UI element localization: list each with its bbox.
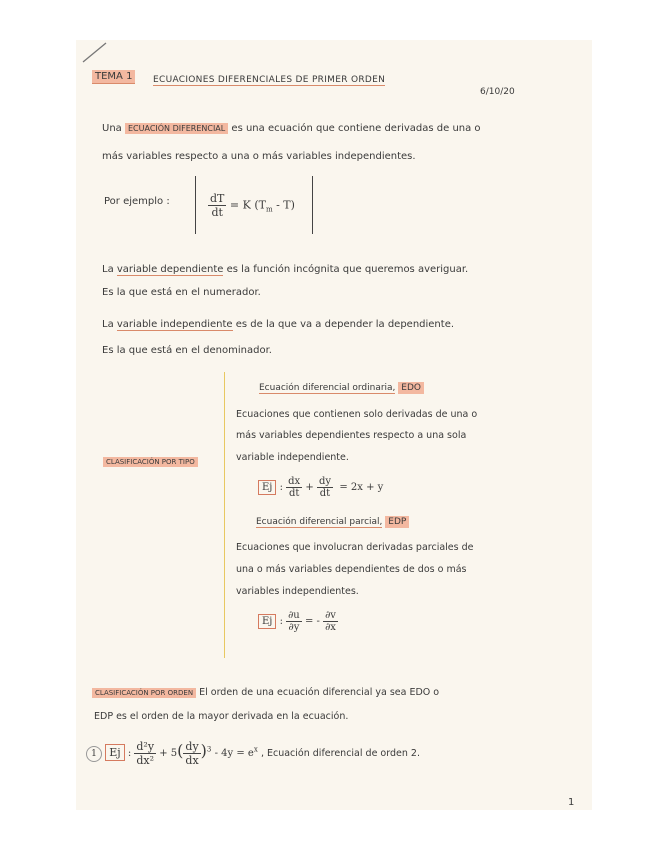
independent-line-2: Es la que está en el denominador. — [102, 345, 272, 356]
page-number: 1 — [568, 797, 575, 808]
orden-line-2: EDP es el orden de la mayor derivada en la ecuación. — [94, 711, 349, 722]
edp-title: Ecuación diferencial parcial, EDP — [256, 518, 409, 527]
classification-divider — [224, 372, 225, 658]
edp-line-3: variables independientes. — [236, 586, 359, 597]
orden-line-1: CLASIFICACIÓN POR ORDEN El orden de una ecuación diferencial ya sea EDO o — [92, 688, 439, 698]
definition-line-2: más variables respecto a una o más variables independientes. — [102, 151, 416, 162]
dependent-line-2: Es la que está en el numerador. — [102, 287, 261, 298]
orden-example-equation: 1 Ej : $\frac{\text{d²y}}{\text{dx²}}$ + 5( $\frac{dy}{dx}$ )$^3 - 4y = e^x$ , Ecuación diferencial de orden 2. — [86, 740, 420, 767]
page-title: ECUACIONES DIFERENCIALES DE PRIMER ORDEN — [153, 75, 386, 85]
edo-title: Ecuación diferencial ordinaria, EDO — [259, 384, 424, 393]
tipo-label: CLASIFICACIÓN POR TIPO — [103, 459, 198, 466]
topic-label: TEMA 1 — [92, 72, 135, 82]
date: 6/10/20 — [480, 87, 515, 97]
edp-example-equation: Ej : $\frac{\partial u}{\partial y}$ = - $\frac{\partial v}{\partial x}$ — [258, 610, 338, 633]
edo-line-2: más variables dependientes respecto a una sola — [236, 430, 467, 441]
example-number-badge: 1 — [86, 746, 102, 762]
example-label: Por ejemplo : — [104, 196, 170, 207]
independent-line-1: La variable independiente es de la que va a depender la dependiente. — [102, 319, 455, 330]
dependent-line-1: La variable dependiente es la función incógnita que queremos averiguar. — [102, 264, 469, 275]
edo-line-3: variable independiente. — [236, 452, 349, 463]
edo-example-equation: Ej : $\frac{dx}{dt}$ + $\frac{dy}{dt}$ = 2x + y — [258, 476, 383, 499]
edo-line-1: Ecuaciones que contienen solo derivadas de una o — [236, 409, 478, 420]
definition-line-1: Una ECUACIÓN DIFERENCIAL es una ecuación que contiene derivadas de una o — [102, 123, 481, 134]
example-equation: $\frac{dT}{dt}$ = K $(T_m - T)$ — [210, 192, 295, 219]
edp-line-1: Ecuaciones que involucran derivadas parciales de — [236, 542, 474, 553]
pencil-mark-icon — [80, 40, 110, 66]
edp-line-2: una o más variables dependientes de dos o más — [236, 564, 467, 575]
